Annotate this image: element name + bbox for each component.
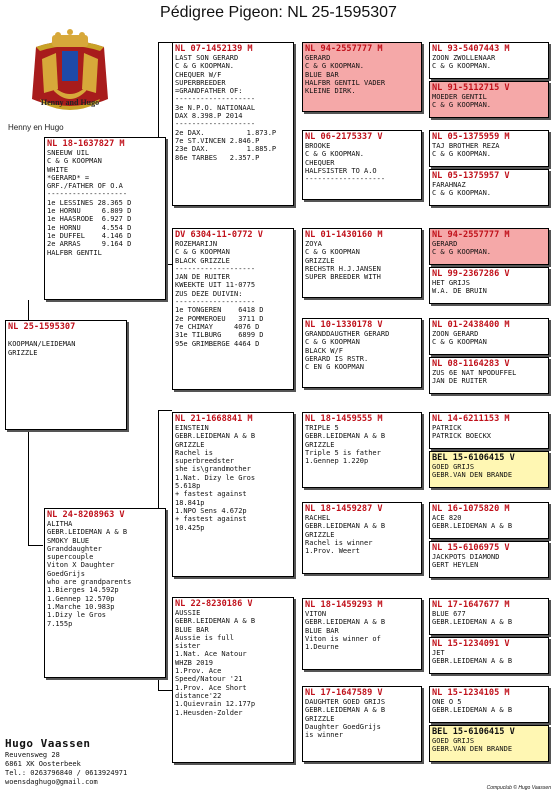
card-line: GEBR.LEIDEMAN A & B	[432, 706, 513, 715]
card-line: 95e GRIMBERGE 4464 D	[175, 339, 260, 348]
owner-block	[5, 737, 127, 787]
ring-number: NL 99-2367286 V	[432, 269, 510, 279]
card-line: GOED GRIJS	[432, 463, 475, 471]
card-line: Speed/Natour '21	[175, 675, 243, 684]
card-line: 1e HORNU 4.554 D	[47, 223, 132, 232]
dss-card	[302, 412, 422, 488]
card-line: C & G KOOPMAN	[305, 338, 360, 347]
gen4-card	[429, 130, 549, 167]
card-lines	[432, 142, 546, 159]
card-line: 10.425p	[175, 523, 205, 532]
card-line: PATRICK	[432, 424, 462, 432]
ssd-card	[302, 130, 422, 200]
card-line: C & G KOOPMAN	[175, 248, 230, 257]
gen4-card	[429, 42, 549, 79]
sire-dam-card	[172, 228, 294, 390]
card-line: C & G KOOPMAN.	[432, 248, 492, 257]
card-line: 2e POMMEROEU 3711 D	[175, 314, 264, 323]
card-line: BLUE BAR	[305, 626, 339, 635]
card-line: who are grandparents	[47, 578, 132, 587]
card-line: GRIZZLE	[305, 530, 335, 539]
card-lines	[305, 54, 419, 95]
card-line: Aussie is full	[175, 633, 235, 642]
card-line: ZOON GERARD	[432, 330, 479, 338]
connector	[158, 42, 172, 43]
card-line: 31e TILBURG 6899 D	[175, 331, 264, 340]
ring-number: NL 01-2438400 M	[432, 320, 510, 330]
card-line: ZUS DEZE DUIVIN:	[175, 289, 243, 298]
card-line: 7e CHIMAY 4076 D	[175, 322, 260, 331]
card-line: 1e LESSINES 28.365 D	[47, 198, 132, 207]
card-line: CHEQUER	[305, 158, 335, 167]
ring-number: NL 18-1459293 M	[305, 600, 383, 610]
card-line: 1e HAASRODE 6.927 D	[47, 215, 132, 224]
card-line: 7e ST.VINCEN 2.846.P	[175, 136, 260, 145]
ring-number: NL 06-2175337 V	[305, 132, 383, 142]
card-line: C & G KOOPMAN	[432, 338, 487, 347]
gen4-card	[429, 598, 549, 635]
card-line: GEBR.LEIDEMAN A & B	[305, 706, 386, 715]
card-line: LAST SON GERARD	[175, 54, 239, 62]
card-lines	[432, 369, 546, 386]
card-line: 1.Quievrain 12.177p	[175, 700, 256, 709]
sss-card	[302, 42, 422, 112]
connector	[158, 410, 172, 411]
card-line: GERARD	[432, 240, 458, 248]
card-line: GRIZZLE	[305, 256, 335, 265]
card-line: RECHSTR H.J.JANSEN	[305, 264, 381, 273]
card-line: AUSSIE	[175, 609, 201, 617]
card-line: BLUE 677	[432, 610, 466, 618]
card-line: JET	[432, 649, 445, 657]
card-line: JAN DE RUITER	[432, 377, 487, 386]
card-line: C & G KOOPMAN.	[175, 62, 235, 71]
card-line: WHITE	[47, 165, 69, 174]
card-lines	[175, 240, 291, 348]
card-line: GEBR.VAN DEN BRANDE	[432, 745, 513, 754]
card-line: C & G KOOPMAN.	[432, 150, 492, 159]
card-line: GEBR.LEIDEMAN A & B	[432, 522, 513, 531]
card-line: Daughter GoedGrijs	[305, 722, 381, 731]
gen4-card	[429, 686, 549, 723]
card-line: BLUE BAR	[305, 70, 339, 79]
gen4-card	[429, 169, 549, 206]
owner-name: Hugo Vaassen	[5, 737, 91, 750]
card-line: is winner	[305, 731, 343, 740]
card-line: 5.618p	[175, 482, 201, 491]
crest-caption: Henny and Hugo	[40, 98, 100, 107]
card-line: GEBR.LEIDEMAN A & B	[305, 522, 386, 531]
ring-number: NL 05-1375959 M	[432, 132, 510, 142]
gen4-card	[429, 357, 549, 394]
card-line: BLACK GRIZZLE	[175, 256, 230, 265]
loft-name: Henny en Hugo	[8, 123, 64, 132]
connector	[28, 430, 29, 545]
ring-number: NL 25-1595307	[8, 322, 76, 332]
ring-number: NL 15-1234105 M	[432, 688, 510, 698]
card-line: GEBR.VAN DEN BRANDE	[432, 471, 513, 480]
card-line: C & G KOOPMAN.	[305, 62, 365, 71]
ring-number: NL 18-1459555 M	[305, 414, 383, 424]
card-lines	[305, 514, 419, 555]
ring-number: BEL 15-6106415 V	[432, 727, 515, 737]
card-lines	[47, 149, 163, 257]
card-line: -------------------	[175, 120, 256, 129]
card-lines	[47, 520, 163, 628]
card-line: HALFBR GENTIL VADER	[305, 78, 386, 87]
card-line: WHZB 2019	[175, 658, 213, 667]
ring-number: NL 08-1164283 V	[432, 359, 510, 369]
software-credit: Compuclub © Hugo Vaassen	[486, 785, 551, 791]
card-line: she is\grandmother	[175, 465, 251, 474]
card-line: GEBR.LEIDEMAN A & B	[432, 657, 513, 666]
card-line: 1.Gennep 12.570p	[47, 594, 115, 603]
card-line: C EN G KOOPMAN	[305, 363, 365, 372]
gen4-card	[429, 502, 549, 539]
card-line: 1e DUFFEL 4.146 D	[47, 231, 132, 240]
card-line: SNEEUW UIL	[47, 149, 90, 157]
card-line: GRF./FATHER OF O.A	[47, 182, 123, 191]
card-line: BLUE BAR	[175, 625, 209, 634]
card-line: GEBR.LEIDEMAN A & B	[175, 617, 256, 626]
ring-number: NL 18-1637827 M	[47, 139, 125, 149]
card-line: VITON	[305, 610, 327, 618]
card-line: SMOKY BLUE	[47, 536, 90, 545]
ring-number: NL 22-8230186 V	[175, 599, 253, 609]
card-line: GRIZZLE	[305, 440, 335, 449]
card-lines	[175, 609, 291, 717]
card-line: GOED GRIJS	[432, 737, 475, 745]
ring-number: BEL 15-6106415 V	[432, 453, 515, 463]
gen4-card	[429, 451, 549, 488]
card-line: ROZEMARIJN	[175, 240, 218, 248]
card-lines	[305, 610, 419, 651]
ddd-card	[302, 686, 422, 762]
dam-card	[44, 508, 166, 678]
ring-number: NL 10-1330178 V	[305, 320, 383, 330]
card-line: + fastest against	[175, 490, 247, 499]
card-line: KWEEKTE UIT 11-0775	[175, 281, 256, 290]
card-line: 1.Gennep 1.220p	[305, 457, 369, 466]
card-line: -------------------	[175, 264, 256, 273]
ring-number: NL 15-6106975 V	[432, 543, 510, 553]
card-line: Viton X Daughter	[47, 561, 115, 570]
card-line: HET GRIJS	[432, 279, 470, 287]
card-line: C & G KOOPMAN	[305, 248, 360, 257]
card-line: Rachel is winner	[305, 538, 373, 547]
card-line: distance'22	[175, 691, 222, 700]
card-line: BROOKE	[305, 142, 331, 150]
card-line: GEBR.LEIDEMAN A & B	[305, 618, 386, 627]
card-line: TAJ BROTHER REZA	[432, 142, 500, 150]
card-line: DAX 8.398.P 2014	[175, 112, 243, 121]
sds-card	[302, 228, 422, 298]
card-line: Rachel is	[175, 448, 213, 457]
card-lines	[432, 240, 546, 257]
card-line: JACKPOTS DIAMOND	[432, 553, 500, 561]
card-lines	[305, 330, 419, 371]
card-line: ONE O 5	[432, 698, 462, 706]
card-lines	[8, 332, 124, 357]
card-line: 1.Prov. Ace Short	[175, 683, 247, 692]
card-line: GEBR.LEIDEMAN A & B	[432, 618, 513, 627]
card-lines	[175, 54, 291, 162]
card-line: C & G KOOPMAN.	[432, 62, 492, 71]
card-line: 1.Marche 10.983p	[47, 602, 115, 611]
card-line: 2e ARRAS 9.164 D	[47, 240, 132, 249]
gen4-card	[429, 725, 549, 762]
card-line: -------------------	[305, 175, 386, 184]
ring-number: NL 18-1459287 V	[305, 504, 383, 514]
card-line: CHEQUER W/F	[175, 70, 222, 79]
card-line: 1.Nat. Ace Natour	[175, 650, 247, 659]
card-lines	[432, 424, 546, 441]
card-line: JAN DE RUITER	[175, 273, 230, 282]
ring-number: NL 17-1647677 M	[432, 600, 510, 610]
card-line: TRIPLE 5	[305, 424, 339, 432]
ring-number: DV 6304-11-0772 V	[175, 230, 263, 240]
card-lines	[305, 698, 419, 739]
card-line: ALITHA	[47, 520, 73, 528]
card-line: GRIZZLE	[8, 348, 38, 357]
dsd-card	[302, 502, 422, 574]
card-line: ACE 820	[432, 514, 462, 522]
ring-number: NL 17-1647589 V	[305, 688, 383, 698]
ring-number: NL 14-6211153 M	[432, 414, 510, 424]
card-line: MOEDER GENTIL	[432, 93, 487, 101]
card-line: ZUS 6E NAT NPODUFFEL	[432, 369, 517, 377]
card-lines	[432, 649, 546, 666]
card-line: 1.Deurne	[305, 643, 339, 652]
sire-card	[44, 137, 166, 300]
card-line: GERT HEYLEN	[432, 561, 479, 570]
sire-sire-card	[172, 42, 294, 206]
ring-number: NL 05-1375957 V	[432, 171, 510, 181]
page-title: Pédigree Pigeon: NL 25-1595307	[160, 4, 397, 21]
owner-email: woensdaghugo@gmail.com	[5, 778, 98, 786]
card-line: EINSTEIN	[175, 424, 209, 432]
card-line: 1.Bierges 14.592p	[47, 586, 119, 595]
connector	[158, 690, 172, 691]
card-line: 1.Nat. Dizy le Gros	[175, 473, 256, 482]
card-line: C & G KOOPMAN	[47, 157, 102, 166]
ring-number: NL 21-1668841 M	[175, 414, 253, 424]
card-line: + fastest against	[175, 515, 247, 524]
dam-sire-card	[172, 412, 294, 577]
card-lines	[305, 424, 419, 465]
ring-number: NL 01-1430160 M	[305, 230, 383, 240]
subject-card	[5, 320, 127, 430]
card-line: 18.841p	[175, 498, 205, 507]
owner-street: Reuvensweg 28	[5, 751, 60, 759]
card-lines	[432, 330, 546, 347]
dds-card	[302, 598, 422, 670]
card-line: *GERARD* =	[47, 173, 90, 182]
card-line: HALFSISTER TO A.O	[305, 166, 377, 175]
card-line: 1.NPO Sens 4.672p	[175, 506, 247, 515]
card-line: -------------------	[175, 298, 256, 307]
card-line: Triple 5 is father	[305, 448, 381, 457]
card-line: 7.155p	[47, 619, 73, 628]
card-line: ZOON ZWOLLENAAR	[432, 54, 496, 62]
card-line: -------------------	[175, 95, 256, 104]
card-lines	[432, 93, 546, 110]
card-lines	[432, 279, 546, 296]
card-line: Viton is winner of	[305, 634, 381, 643]
gen4-card	[429, 318, 549, 355]
card-line: C & G KOOPMAN.	[432, 189, 492, 198]
coat-of-arms-icon	[22, 26, 118, 122]
card-line: 2e DAX. 1.873.P	[175, 128, 277, 137]
card-lines	[432, 737, 546, 754]
card-line: 1.Prov. Ace	[175, 667, 222, 676]
gen4-card	[429, 412, 549, 449]
card-line: DAUGHTER GOED GRIJS	[305, 698, 386, 706]
ring-number: NL 94-2557777 M	[305, 44, 383, 54]
card-line: PATRICK BOECKX	[432, 432, 492, 441]
card-lines	[432, 54, 546, 71]
card-line: RACHEL	[305, 514, 331, 522]
card-line: KOOPMAN/LEIDEMAN	[8, 340, 76, 349]
card-line: GRIZZLE	[175, 440, 205, 449]
card-line: =GRANDFATHER OF:	[175, 87, 243, 96]
card-lines	[175, 424, 291, 532]
ring-number: NL 91-5112715 V	[432, 83, 510, 93]
owner-phone: Tel.: 0263796840 / 0613924971	[5, 769, 128, 777]
card-lines	[432, 698, 546, 715]
sdd-card	[302, 318, 422, 388]
card-line: ZOYA	[305, 240, 322, 248]
card-line: BLACK W/F	[305, 346, 343, 355]
card-line: GERARD	[305, 54, 331, 62]
card-line: W.A. DE BRUIN	[432, 287, 487, 296]
ring-number: NL 24-8208963 V	[47, 510, 125, 520]
card-line: Granddaughter	[47, 544, 102, 553]
card-line: HALFBR GENTIL	[47, 248, 102, 257]
ring-number: NL 07-1452139 M	[175, 44, 253, 54]
card-line: 1e HORNU 6.809 D	[47, 207, 132, 216]
card-line: 1e TONGEREN 6418 D	[175, 306, 264, 315]
gen4-card	[429, 637, 549, 674]
card-line: 1.Heusden-Zolder	[175, 708, 243, 717]
ring-number: NL 16-1075820 M	[432, 504, 510, 514]
card-line: 86e TARBES 2.357.P	[175, 153, 260, 162]
card-lines	[432, 553, 546, 570]
card-line: superbreedster	[175, 457, 235, 466]
card-lines	[432, 181, 546, 198]
gen4-card	[429, 228, 549, 265]
card-line: KLEINE DIRK.	[305, 87, 356, 96]
card-line: GoedGrijs	[47, 569, 85, 578]
card-line: sister	[175, 642, 201, 651]
card-line: C & G KOOPMAN.	[432, 101, 492, 110]
card-line: GERARD IS RSTR.	[305, 354, 369, 363]
ring-number: NL 15-1234091 V	[432, 639, 510, 649]
card-line: 23e DAX. 1.885.P	[175, 145, 277, 154]
card-line: -------------------	[47, 190, 128, 199]
card-line: GEBR.LEIDEMAN A & B	[305, 432, 386, 441]
card-line: GEBR.LEIDEMAN A & B	[47, 528, 128, 537]
card-line: FARAHNAZ	[432, 181, 466, 189]
card-line: C & G KOOPMAN.	[305, 150, 365, 159]
gen4-card	[429, 541, 549, 578]
card-line: 1.Prov. Weert	[305, 547, 360, 556]
ring-number: NL 93-5407443 M	[432, 44, 510, 54]
card-lines	[432, 514, 546, 531]
card-lines	[432, 463, 546, 480]
owner-city: 6861 XK Oosterbeek	[5, 760, 81, 768]
card-lines	[305, 240, 419, 281]
card-line: supercouple	[47, 553, 94, 562]
card-line: GEBR.LEIDEMAN A & B	[175, 432, 256, 441]
card-lines	[432, 610, 546, 627]
card-line: GRANDDAUGTHER GERARD	[305, 330, 390, 338]
card-lines	[305, 142, 419, 183]
gen4-card	[429, 81, 549, 118]
card-line	[8, 332, 124, 340]
card-line: 3e N.P.O. NATIONAAL	[175, 103, 256, 112]
card-line: SUPERBREEDER	[175, 78, 226, 87]
card-line: 1.Dizy le Gros	[47, 611, 107, 620]
connector	[28, 545, 43, 546]
dam-dam-card	[172, 597, 294, 763]
card-line: GRIZZLE	[305, 714, 335, 723]
card-line: SUPER BREEDER WITH	[305, 273, 381, 282]
ring-number: NL 94-2557777 M	[432, 230, 510, 240]
gen4-card	[429, 267, 549, 304]
